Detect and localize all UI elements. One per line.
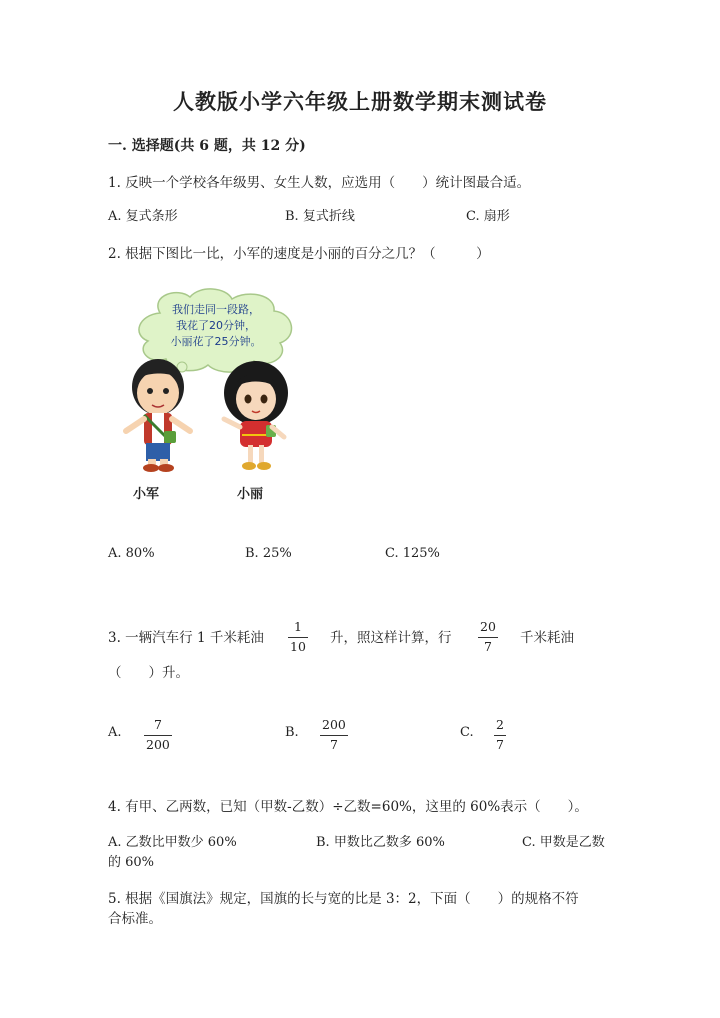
girl-name-label: 小丽 — [236, 487, 264, 502]
bubble-line-1: 我们走同一段路， — [172, 303, 260, 316]
question-3-fraction-1 — [288, 621, 308, 653]
question-3-text-c: 千米耗油 — [520, 630, 574, 646]
fraction-numerator: 7 — [153, 717, 162, 732]
fraction-denominator: 7 — [483, 638, 492, 654]
question-2-option-b: B. 25% — [245, 546, 292, 561]
question-3-option-a-label: A. — [108, 725, 122, 740]
boy-name-label: 小军 — [132, 487, 160, 502]
bubble-line-3: 小丽花了25分钟。 — [170, 335, 262, 348]
question-3-fraction-2 — [478, 621, 498, 653]
fraction-bar — [144, 735, 172, 736]
question-1-text: 1. 反映一个学校各年级男、女生人数，应选用（ ）统计图最合适。 — [108, 175, 531, 191]
section-heading: 一. 选择题(共 6 题，共 12 分) — [108, 138, 306, 154]
fraction-numerator: 2 — [496, 717, 504, 732]
question-1-option-b: B. 复式折线 — [285, 209, 355, 224]
question-4-option-c: C. 甲数是乙数 — [522, 835, 605, 850]
fraction-numerator: 1 — [293, 619, 302, 634]
question-3-text-a: 3. 一辆汽车行 1 千米耗油 — [108, 630, 264, 646]
question-3-option-a-fraction — [144, 719, 172, 751]
question-1-option-a: A. 复式条形 — [108, 209, 178, 224]
question-3-option-c-fraction — [494, 719, 506, 751]
question-5-text-line-1: 5. 根据《国旗法》规定，国旗的长与宽的比是 3：2，下面（ ）的规格不符 — [108, 891, 579, 907]
question-2-option-a: A. 80% — [108, 546, 155, 561]
fraction-denominator: 7 — [329, 736, 338, 752]
question-3-option-b-label: B. — [285, 725, 299, 740]
fraction-bar — [288, 637, 308, 638]
page-title: 人教版小学六年级上册数学期末测试卷 — [173, 89, 547, 114]
question-2-illustration — [108, 285, 308, 510]
question-2-option-c: C. 125% — [385, 546, 440, 561]
question-4-option-a: A. 乙数比甲数少 60% — [108, 835, 237, 850]
fraction-numerator: 20 — [480, 619, 496, 634]
fraction-numerator: 200 — [322, 717, 346, 732]
question-2-text: 2. 根据下图比一比，小军的速度是小丽的百分之几？（ ） — [108, 246, 490, 262]
girl-figure — [224, 361, 288, 470]
question-3-option-c-label: C. — [460, 725, 474, 740]
fraction-bar — [478, 637, 498, 638]
fraction-denominator: 200 — [146, 736, 170, 752]
question-3-text-b: 升，照这样计算，行 — [330, 630, 452, 646]
question-4-option-b: B. 甲数比乙数多 60% — [316, 835, 445, 850]
bubble-line-2: 我花了20分钟， — [176, 319, 256, 332]
boy-figure — [126, 359, 190, 472]
question-4-option-c-continued: 的 60% — [108, 855, 155, 870]
fraction-bar — [320, 735, 348, 736]
fraction-denominator: 7 — [496, 736, 504, 752]
question-5-text-line-2: 合标准。 — [108, 911, 162, 927]
fraction-denominator: 10 — [290, 638, 306, 654]
fraction-bar — [494, 735, 506, 736]
question-3-option-b-fraction — [320, 719, 348, 751]
question-4-text: 4. 有甲、乙两数，已知（甲数-乙数）÷乙数=60%，这里的 60%表示（ ）。 — [108, 799, 588, 815]
question-1-option-c: C. 扇形 — [466, 209, 510, 224]
question-3-text-d: （ ）升。 — [108, 665, 189, 681]
